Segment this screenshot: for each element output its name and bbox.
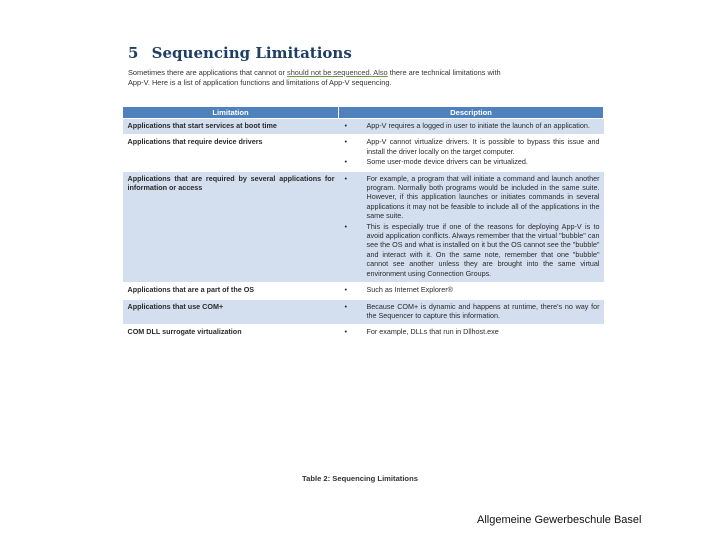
section-heading (128, 44, 352, 62)
bullet-text: This is especially true if one of the reasons for deploying App-V is to avoid application conflicts. Always remember that the virtual "bubble" can see the OS and what is installed on it but the OS cannot see the "bubble" and interact with it. On the same note, remember that one "bubble" cannot see another unless they are brought into the same virtual environment using Connection Groups. (366, 221, 600, 278)
table-row (123, 135, 604, 171)
bullet-text: Some user-mode device drivers can be virtualized. (366, 157, 528, 167)
header-limitation: Limitation (123, 107, 339, 119)
table-row (123, 325, 604, 341)
list-item (339, 137, 600, 156)
table-caption: Table 2: Sequencing Limitations (302, 474, 418, 483)
intro-line-1 (128, 68, 608, 78)
table-row (123, 171, 604, 282)
description-cell (339, 325, 604, 341)
intro-underlined-text: should not be sequenced. Also (287, 68, 388, 77)
bullet-text: For example, a program that will initiate a command and launch another program. Normally both programs would be included in the same suite. However, if this application launches or initiates commands in several applications it may not be feasible to include all of the applications in the same suite. (366, 173, 600, 221)
bullet-text: For example, DLLs that run in Dllhost.exe (366, 327, 499, 337)
limitations-table (122, 106, 604, 342)
list-item (339, 222, 600, 278)
table-row (123, 119, 604, 135)
section-title: Sequencing Limitations (151, 44, 352, 62)
intro-paragraph (128, 68, 608, 88)
description-cell (339, 135, 604, 171)
limitation-cell: Applications that are required by several applications for information or access (123, 171, 339, 282)
intro-line-2: App-V. Here is a list of application functions and limitations of App-V sequencing. (128, 78, 392, 87)
bullet: • (344, 157, 348, 167)
list-item (339, 285, 600, 294)
limitation-cell: COM DLL surrogate virtualization (123, 325, 339, 341)
bullet-text: App-V cannot virtualize drivers. It is possible to bypass this issue and install the driver locally on the target computer. (366, 137, 600, 156)
list-item (339, 121, 600, 130)
list-item (339, 157, 600, 166)
table-row (123, 299, 604, 325)
bullet-text: App-V requires a logged in user to initiate the launch of an application. (366, 121, 590, 130)
limitation-cell: Applications that are a part of the OS (123, 283, 339, 299)
intro-text: Sometimes there are applications that cannot or (128, 68, 287, 77)
description-cell (339, 283, 604, 299)
bullet: • (344, 327, 348, 337)
bullet: • (344, 285, 348, 295)
bullet-text: Because COM+ is dynamic and happens at runtime, there's no way for the Sequencer to capture this information. (366, 301, 600, 320)
table-header-row (123, 107, 604, 119)
list-item (339, 302, 600, 321)
section-number: 5 (128, 44, 139, 62)
limitation-cell: Applications that start services at boot time (123, 119, 339, 135)
bullet: • (344, 301, 348, 311)
footer-text: Allgemeine Gewerbeschule Basel (477, 514, 642, 526)
description-cell (339, 299, 604, 325)
intro-text: there are technical limitations with (387, 68, 501, 77)
header-description: Description (339, 107, 604, 119)
table-row (123, 283, 604, 299)
limitation-cell: Applications that use COM+ (123, 299, 339, 325)
limitation-cell: Applications that require device drivers (123, 135, 339, 171)
description-cell (339, 171, 604, 282)
bullet: • (344, 121, 348, 130)
bullet-text: Such as Internet Explorer® (366, 285, 453, 295)
list-item (339, 327, 600, 336)
description-cell (339, 119, 604, 135)
bullet: • (344, 137, 348, 147)
bullet: • (344, 173, 348, 183)
list-item (339, 174, 600, 221)
bullet: • (344, 221, 348, 231)
